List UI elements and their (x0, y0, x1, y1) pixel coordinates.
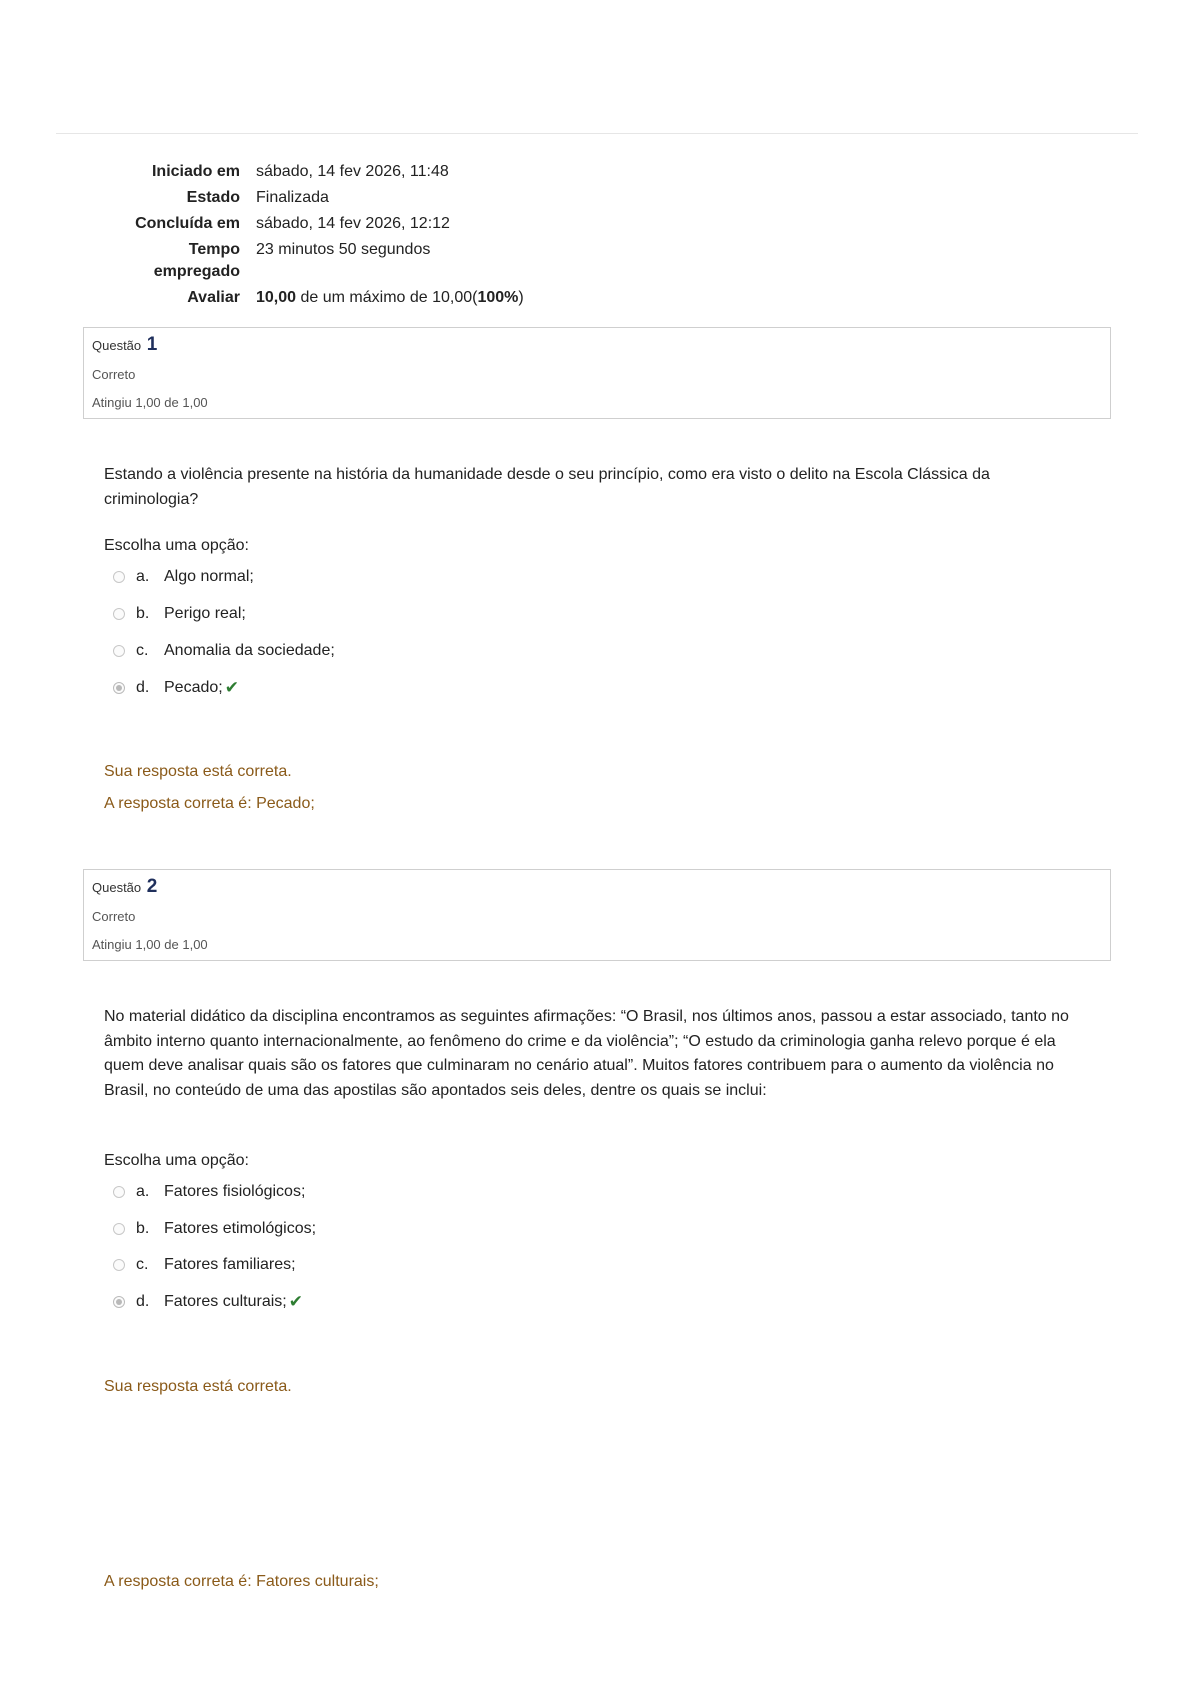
summary-row-time (100, 238, 524, 286)
grade-end: ) (518, 289, 524, 306)
radio-button-checked[interactable] (113, 682, 125, 694)
question-number (92, 876, 157, 898)
radio-button[interactable] (113, 645, 125, 657)
option-text: Fatores culturais; (164, 1293, 287, 1310)
summary-value (248, 286, 524, 312)
question-label: Questão (92, 338, 142, 353)
radio-button[interactable] (113, 1259, 125, 1271)
option-a[interactable] (113, 1181, 305, 1203)
check-icon: ✔ (224, 678, 239, 697)
choose-prompt: Escolha uma opção: (104, 1152, 249, 1169)
grade-middle: de um máximo de 10,00( (296, 289, 478, 306)
feedback-correct: Sua resposta está correta. (104, 763, 292, 780)
attempt-summary (100, 160, 524, 312)
choose-prompt: Escolha uma opção: (104, 537, 249, 554)
summary-label: Estado (186, 189, 240, 206)
summary-value: sábado, 14 fev 2026, 11:48 (256, 163, 449, 180)
option-text: Pecado; (164, 679, 223, 696)
summary-value: Finalizada (256, 189, 329, 206)
header-divider (56, 133, 1138, 134)
summary-value: 23 minutos 50 segundos (256, 241, 431, 258)
option-letter: d. (136, 1293, 150, 1310)
question-info-2 (83, 869, 1111, 961)
summary-row-grade (100, 286, 524, 312)
summary-value: sábado, 14 fev 2026, 12:12 (256, 215, 450, 232)
option-b[interactable] (113, 603, 246, 625)
radio-button[interactable] (113, 608, 125, 620)
option-a[interactable] (113, 566, 254, 588)
check-icon: ✔ (288, 1292, 303, 1311)
summary-label: Tempo empregado (153, 241, 240, 280)
option-letter: d. (136, 679, 150, 696)
question-state: Correto (92, 909, 136, 924)
option-c[interactable] (113, 640, 335, 662)
option-b[interactable] (113, 1218, 316, 1240)
option-text: Fatores fisiológicos; (164, 1183, 306, 1200)
option-letter: b. (136, 605, 150, 622)
option-letter: a. (136, 1183, 150, 1200)
question-number (92, 334, 157, 356)
option-text: Algo normal; (164, 568, 254, 585)
radio-button[interactable] (113, 571, 125, 583)
radio-button[interactable] (113, 1223, 125, 1235)
option-text: Anomalia da sociedade; (164, 642, 335, 659)
question-state: Correto (92, 367, 136, 382)
option-letter: c. (136, 1256, 149, 1273)
radio-button[interactable] (113, 1186, 125, 1198)
option-text: Perigo real; (164, 605, 246, 622)
option-d[interactable] (113, 1291, 303, 1313)
option-letter: b. (136, 1220, 150, 1237)
question-info-1 (83, 327, 1111, 419)
right-answer: A resposta correta é: Pecado; (104, 795, 315, 812)
question-label: Questão (92, 880, 142, 895)
summary-row-state (100, 186, 524, 212)
option-text: Fatores etimológicos; (164, 1220, 317, 1237)
option-letter: a. (136, 568, 150, 585)
question-grade: Atingiu 1,00 de 1,00 (92, 937, 208, 952)
radio-button-checked[interactable] (113, 1296, 125, 1308)
feedback-correct: Sua resposta está correta. (104, 1378, 292, 1395)
question-text: Estando a violência presente na história da humanidade desde o seu princípio, como era visto o delito na Escola Clássica da criminologia? (104, 466, 990, 508)
question-grade: Atingiu 1,00 de 1,00 (92, 395, 208, 410)
option-c[interactable] (113, 1254, 296, 1276)
option-d[interactable] (113, 677, 239, 699)
question-number-value: 2 (146, 876, 158, 897)
question-text: No material didático da disciplina encontramos as seguintes afirmações: “O Brasil, nos últimos anos, passou a estar associado, tanto no âmbito interno quanto internacionalmente, ao fenômeno do crime e da violência”; “O estudo da criminologia ganha relevo porque é ela quem deve analisar quais são os fatores que culminaram no cenário atual”. Muitos fatores contribuem para o aumento da violência no Brasil, no conteúdo de uma das apostilas são apontados seis deles, dentre os quais se inclui: (104, 1008, 1069, 1099)
grade-score: 10,00 (256, 289, 297, 306)
question-number-value: 1 (146, 334, 158, 355)
option-letter: c. (136, 642, 149, 659)
summary-label: Iniciado em (151, 163, 240, 180)
summary-label: Avaliar (187, 289, 240, 306)
summary-label: Concluída em (135, 215, 240, 232)
option-text: Fatores familiares; (164, 1256, 296, 1273)
grade-percent: 100% (477, 289, 519, 306)
right-answer: A resposta correta é: Fatores culturais; (104, 1573, 379, 1590)
summary-row-started (100, 160, 524, 186)
summary-row-completed (100, 212, 524, 238)
